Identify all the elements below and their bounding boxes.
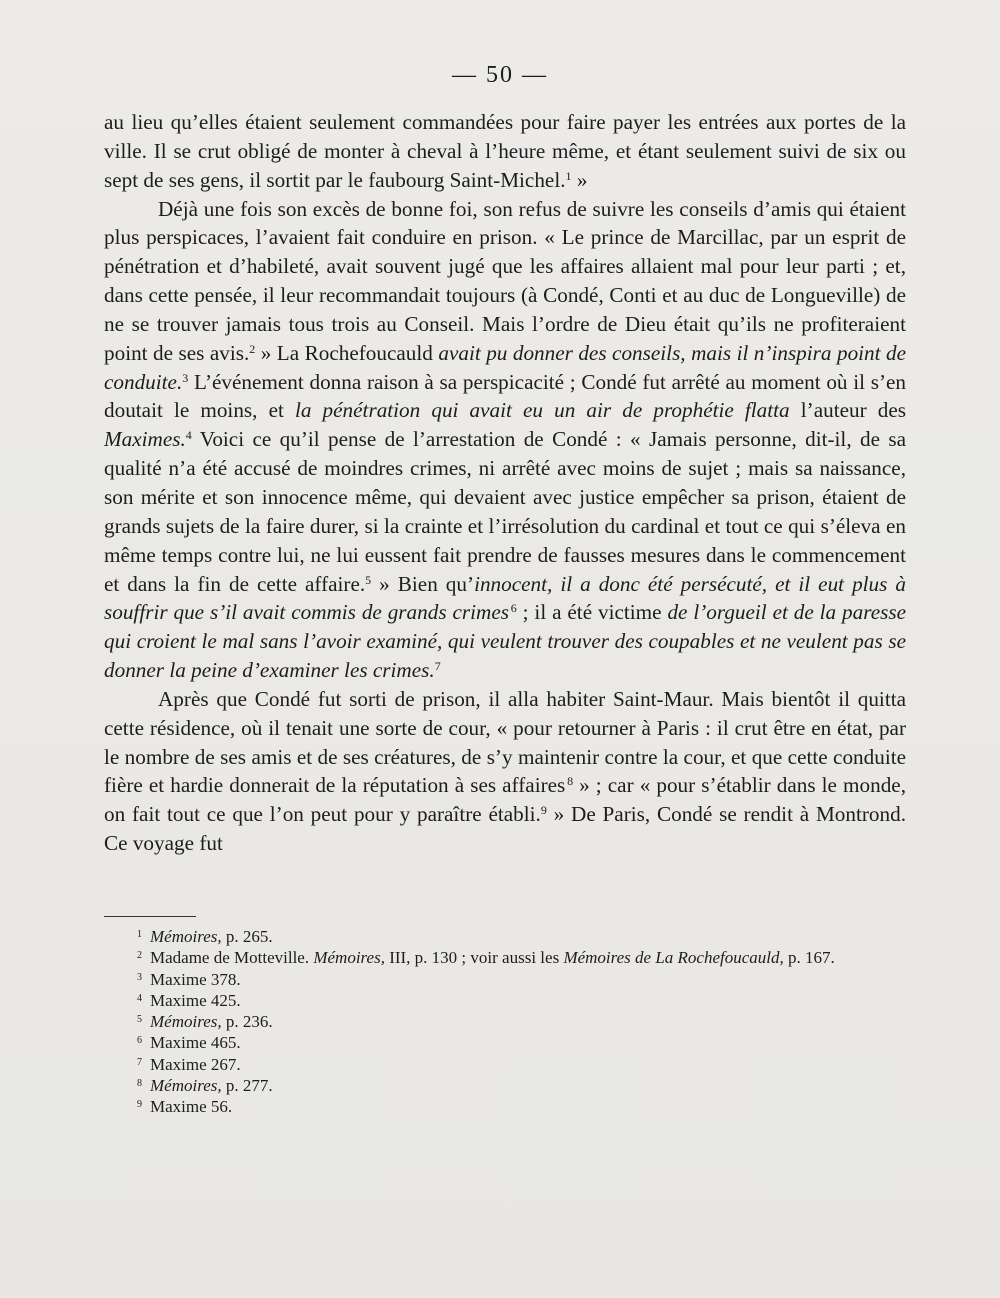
footnote-ref[interactable]: 9 <box>540 803 547 818</box>
footnote-1: $^1$ Mémoires, p. 265. <box>137 927 273 946</box>
footnote-divider <box>104 916 196 917</box>
footnote-9: $^9$ Maxime 56. <box>137 1097 233 1117</box>
footnote-ref[interactable]: 6 <box>510 601 517 616</box>
page-number: — 50 — <box>452 62 548 88</box>
footnote-6: $^6$ Maxime 465. <box>137 1033 241 1053</box>
paragraph-2: Déjà une fois son excès de bonne foi, son refus de suivre les conseils d’amis qui étaient plus perspicaces, l’avaient fait conduire en prison. « Le prince de Marcillac, par un esprit de pénétration et d’habileté, avait souvent jugé que les affaires allaient mal pour leur parti ; et, dans cette pensée, il leur recommandait toujours (à Condé, Conti et au duc de Longueville) de ne se trouver jamais tous trois au Conseil. Mais l’ordre de Dieu était qu’ils ne profiteraient point de ses avis.$^2$ » La Rochefoucauld avait pu donner des conseils, mais il n’inspira point de conduite.$^3$ L’événement donna raison à sa perspicacité ; Condé fut arrêté au moment où il s’en doutait le moins, et la pénétration qui avait eu un air de prophétie flatta l’auteur des Maximes.$^4$ Voici ce qu’il pense de l’arrestation de Condé : « Jamais personne, dit-il, de sa qualité n’a été accusé de moindres crimes, ni arrêté avec moins de sujet ; mais sa naissance, son mérite et son innocence même, qui devaient avec justice empêcher sa prison, étaient de grands sujets de la faire durer, si la crainte et l’irrésolution du cardinal et tout ce qui s’éleva en même temps contre lui, ne lui eussent fait prendre de fausses mesures dans le commencement et dans la fin de cette affaire.$^5$ » Bien qu’innocent, il a donc été persécuté, et il eut plus à souffrir que s’il avait commis de grands crimes $^6$ ; il a été victime de l’orgueil et de la paresse qui croient le mal sans l’avoir examiné, qui veulent trouver des coupables et ne veulent pas se donner la peine d’examiner les crimes.$^7$ <box>104 196 906 683</box>
footnote-3: $^3$ Maxime 378. <box>137 969 241 989</box>
footnote-4: $^4$ Maxime 425. <box>137 990 241 1010</box>
body-text <box>104 108 906 858</box>
footnote-8: $^8$ Mémoires, p. 277. <box>137 1076 273 1096</box>
footnote-ref[interactable]: 4 <box>185 428 192 443</box>
footnote-ref[interactable]: 2 <box>249 341 256 356</box>
footnote-2: $^2$ Madame de Motteville. Mémoires, III, p. 130 ; voir aussi les Mémoires de La Rochefoucauld, p. 167. <box>137 948 835 968</box>
footnote-ref[interactable]: 8 <box>567 774 574 789</box>
footnote-5: $^5$ Mémoires, p. 236. <box>137 1012 273 1032</box>
footnote-ref[interactable]: 7 <box>434 659 441 674</box>
footnote-ref[interactable]: 3 <box>182 370 189 385</box>
footnotes <box>104 926 906 1118</box>
footnote-ref[interactable]: 5 <box>365 572 372 587</box>
paragraph-3: Après que Condé fut sorti de prison, il alla habiter Saint-Maur. Mais bientôt il quitta cette résidence, où il tenait une sorte de cour, « pour retourner à Paris : il crut être en état, par le nombre de ses amis et de ses créatures, de s’y maintenir contre la cour, et que cette conduite fière et hardie donnerait de la réputation à ses affaires $^8$ » ; car « pour s’établir dans le monde, on fait tout ce que l’on peut pour y paraître établi.$^9$ » De Paris, Condé se rendit à Montrond. Ce voyage fut <box>104 686 906 856</box>
footnote-ref[interactable]: 1 <box>565 168 572 183</box>
footnote-7: $^7$ Maxime 267. <box>137 1054 241 1074</box>
paragraph-1: au lieu qu’elles étaient seulement commandées pour faire payer les entrées aux portes de la ville. Il se crut obligé de monter à cheval à l’heure même, et étant seulement suivi de six ou sept de ses gens, il sortit par le faubourg Saint-Michel.$^1$ » <box>104 110 906 192</box>
